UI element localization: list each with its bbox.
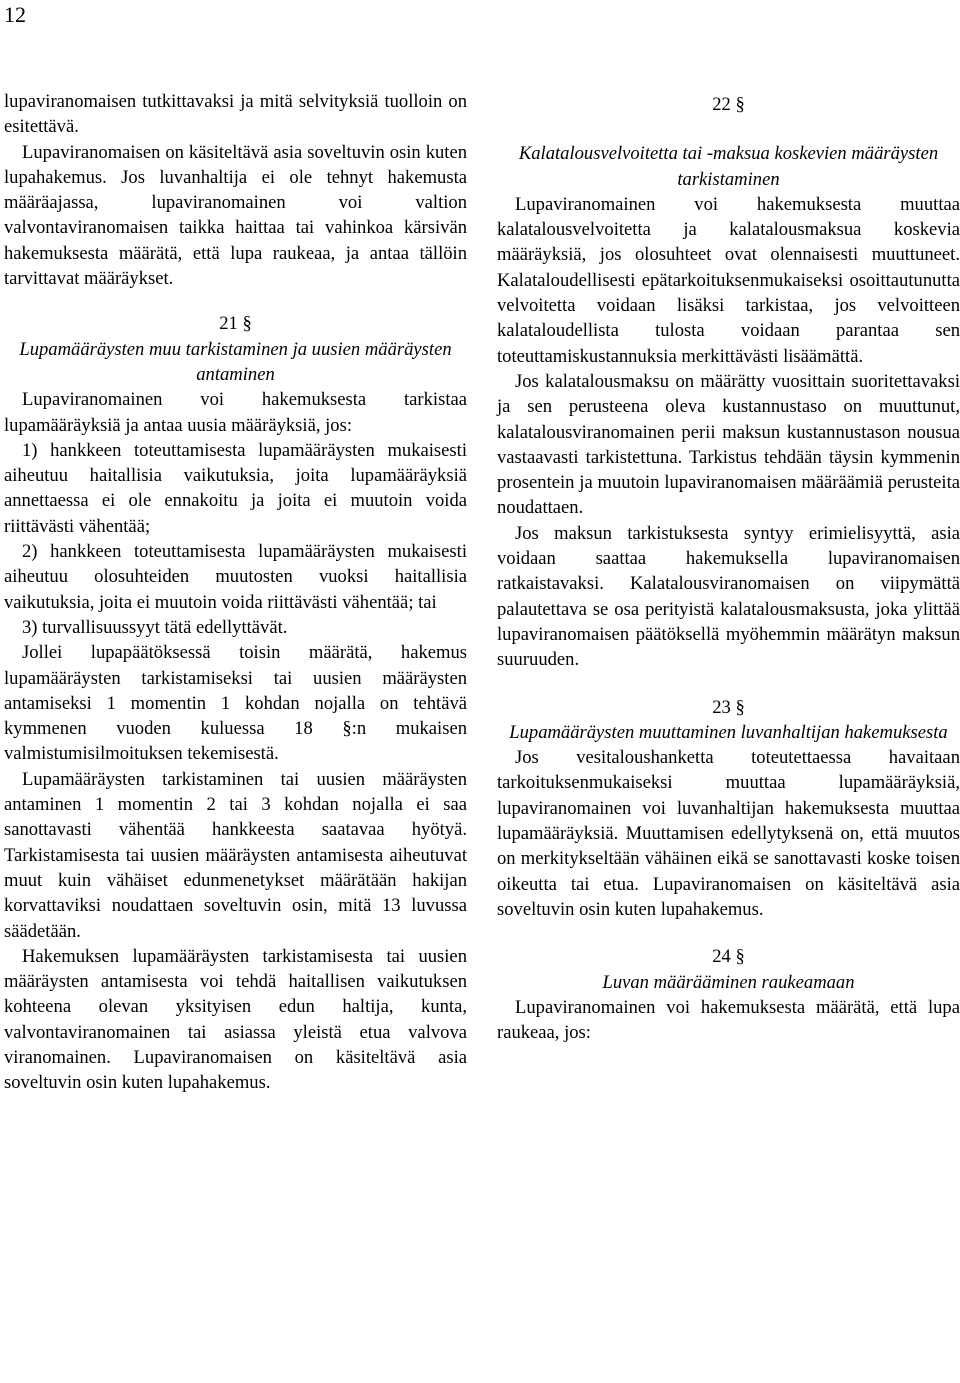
- page-number: 12: [4, 2, 26, 27]
- section-title-24: Luvan määrääminen raukeamaan: [602, 971, 855, 993]
- paragraph: Lupaviranomainen voi hakemuksesta muuttaa kalatalousvelvoitetta ja kalatalousmaksua koskevia määräyksiä, jos olosuhteet ovat olennaisesti muuttuneet. Kalataloudellisesti epätarkoituksenmukaiseksi osoittautunutta velvoitetta voidaan lisäksi tarkistaa, jos velvoitteen kalataloudellista tulosta voidaan parantaa sen toteuttamiskustannuksia merkittävästi lisäämättä.: [497, 193, 960, 367]
- section-heading-21: 21 §: [219, 313, 252, 335]
- paragraph: Jollei lupapäätöksessä toisin määrätä, hakemus lupamääräysten tarkistamiseksi tai uusien määräysten antamiseksi 1 momentin 1 kohdan nojalla on tehtävä kymmenen vuoden kuluessa 18 §:n mukaisen valmistumisilmoituksen tekemisestä.: [4, 642, 467, 765]
- list-item: 1) hankkeen toteuttamisesta lupamääräysten mukaisesti aiheutuu haitallisia vaikutuksia, joita lupamääräyksiä annettaessa ei ole ennakoitu ja joita ei muutoin voida riittävästi vähentää;: [4, 439, 467, 537]
- paragraph: Lupaviranomaisen on käsiteltävä asia soveltuvin osin kuten lupahakemus. Jos luvanhaltija ei ole tehnyt hakemusta määräajassa, lupaviranomainen voi valtion valvontaviranomaisen taikka haittaa tai vahinkoa kärsivän hakemuksesta määrätä, että lupa raukeaa, ja antaa tällöin tarvittavat määräykset.: [4, 141, 467, 290]
- section-title-23: Lupamääräysten muuttaminen luvanhaltijan hakemuksesta: [509, 721, 948, 743]
- paragraph: lupaviranomaisen tutkittavaksi ja mitä selvityksiä tuolloin on esitettävä.: [4, 91, 467, 138]
- section-title-22: Kalatalousvelvoitetta tai -maksua koskevien määräysten tarkistaminen: [518, 143, 939, 190]
- list-item: 3) turvallisuussyyt tätä edellyttävät.: [22, 616, 288, 638]
- section-heading-23: 23 §: [712, 696, 745, 718]
- section-heading-22: 22 §: [712, 94, 745, 115]
- paragraph: Jos maksun tarkistuksesta syntyy erimielisyyttä, asia voidaan saattaa hakemuksella lupaviranomaisen ratkaistavaksi. Kalatalousviranomaisen on viipymättä palautettava se osa perityistä kalatalousmaksusta, joka ylittää lupaviranomaisen päätöksellä myöhemmin määrätyn maksun suuruuden.: [497, 522, 960, 671]
- paragraph: Hakemuksen lupamääräysten tarkistamisesta tai uusien määräysten antamisesta voi tehdä haitallisen vaikutuksen kohteena olevan yksityisen edun haltija, kunta, valvontaviranomainen tai asiassa yleistä etua valvova viranomainen. Lupaviranomaisen on käsiteltävä asia soveltuvin osin kuten lupahakemus.: [4, 945, 467, 1094]
- right-column: [497, 92, 960, 1045]
- list-item: 2) hankkeen toteuttamisesta lupamääräysten mukaisesti aiheutuu olosuhteiden muutosten vuoksi haitallisia vaikutuksia, joita ei muutoin voida riittävästi vähentää; tai: [4, 541, 467, 613]
- paragraph: Lupamääräysten tarkistaminen tai uusien määräysten antaminen 1 momentin 2 tai 3 kohdan nojalla ei saa sanottavasti vähentää hankkeesta saatavaa hyötyä. Tarkistamisesta tai uusien määräysten antamisesta aiheutuvat muut kuin vähäiset edunmenetykset määrätään hakijan korvattaviksi noudattaen soveltuvin osin, mitä 13 luvussa säädetään.: [4, 768, 467, 942]
- paragraph: Jos kalatalousmaksu on määrätty vuosittain suoritettavaksi ja sen perusteena oleva kustannustaso on muuttunut, kalatalousviranomainen perii maksun kustannustason nousua vastaavasti tarkistettuna. Tarkistus tehdään täysin kymmenin prosentein ja muutoin lupaviranomaisen määräämiä perusteita noudattaen.: [497, 370, 960, 519]
- section-title-21: Lupamääräysten muu tarkistaminen ja uusien määräysten antaminen: [19, 338, 452, 385]
- left-column: [4, 89, 467, 1096]
- paragraph: Lupaviranomainen voi hakemuksesta tarkistaa lupamääräyksiä ja antaa uusia määräyksiä, jos:: [4, 389, 467, 436]
- section-heading-24: 24 §: [712, 946, 745, 968]
- paragraph: Lupaviranomainen voi hakemuksesta määrätä, että lupa raukeaa, jos:: [497, 996, 960, 1044]
- paragraph: Jos vesitaloushanketta toteutettaessa havaitaan tarkoituksenmukaiseksi muuttaa lupamääräyksiä, lupaviranomainen voi luvanhaltijan hakemuksesta muuttaa lupamääräyksiä. Muuttamisen edellytyksenä on, että muutos on merkitykseltään vähäinen eikä se sanottavasti koske toisen oikeutta tai etua. Lupaviranomaisen on käsiteltävä asia soveltuvin osin kuten lupahakemus.: [497, 747, 960, 920]
